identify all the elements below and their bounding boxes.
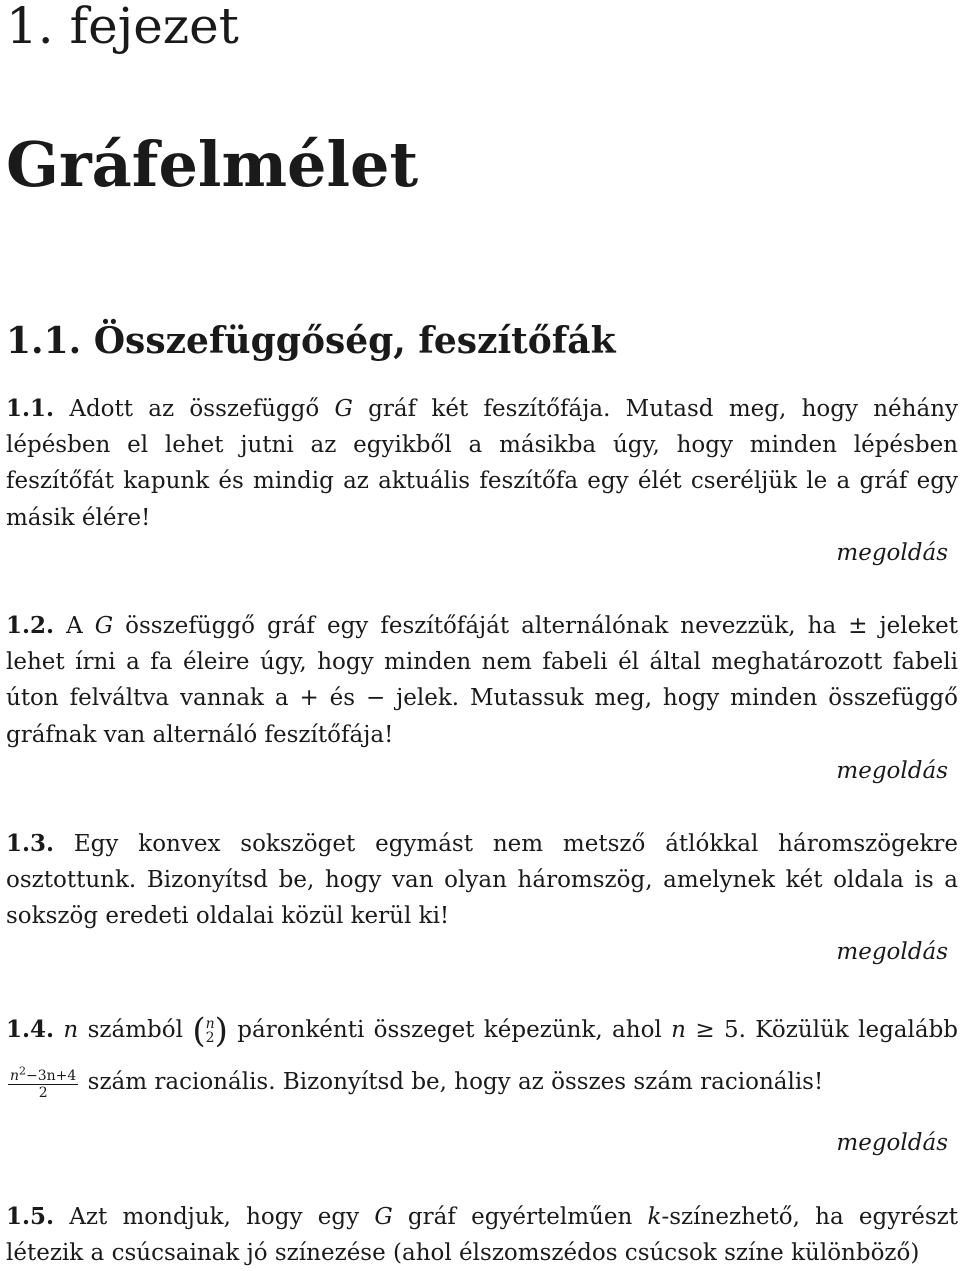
binomial-coefficient: ( n 2 ): [192, 1011, 228, 1052]
problem-text: Adott az összefüggő: [69, 396, 335, 422]
part-title: Gráfelmélet: [6, 128, 419, 201]
fraction: $\frac{n^2-3n+4}{2}$: [10, 1064, 77, 1101]
problem-text: összefüggő gráf egy feszítőfáját alternálónak nevezzük, ha ± jeleket lehet írni a fa éleire úgy, hogy minden nem fabeli él által meghatározott fabeli úton felváltva vannak a + és − jelek. Mutassuk meg, hogy minden összefüggő gráfnak van alternáló feszítőfája!: [6, 613, 959, 748]
problem-number: 1.4.: [6, 1016, 55, 1043]
problem-text: -színezhető, ha egyrészt létezik a csúcsainak jó színezése (ahol élszomszédos csúcsok színe különböző): [6, 1204, 959, 1267]
problem-text: páronkénti összeget képezünk, ahol: [227, 1017, 672, 1043]
math-var: n: [63, 1017, 79, 1043]
section-heading: 1.1. Összefüggőség, feszítőfák: [6, 320, 616, 362]
problem-text: Azt mondjuk, hogy egy: [69, 1204, 375, 1230]
problem-text: gráf két feszítőfája. Mutasd meg, hogy néhány lépésben el lehet jutni az egyikből a másikba úgy, hogy minden lépésben feszítőfát kapunk és mindig az aktuális feszítőfa egy élét cseréljük le a gráf egy másik élére!: [6, 396, 958, 531]
problem-number: 1.2.: [6, 612, 55, 639]
problem-1-2: [6, 608, 958, 753]
chapter-heading: 1. fejezet: [6, 0, 239, 55]
problem-1-4: [6, 1008, 958, 1104]
solution-link-1-2[interactable]: megoldás: [836, 758, 948, 784]
math-var: G: [374, 1204, 393, 1230]
problem-1-1: [6, 391, 958, 536]
problem-text: A: [66, 613, 95, 639]
problem-text: ≥ 5. Közülük legalább: [685, 1017, 959, 1043]
solution-link-1-4[interactable]: megoldás: [836, 1130, 948, 1156]
math-var: G: [334, 396, 353, 422]
problem-text: számból: [78, 1017, 193, 1043]
math-var: k: [647, 1204, 662, 1230]
problem-text: Egy konvex sokszöget egymást nem metsző átlókkal háromszögekre osztottunk. Bizonyítsd be, hogy van olyan háromszög, amelynek két oldala is a sokszög eredeti oldalai közül kerül ki!: [6, 831, 958, 930]
problem-number: 1.1.: [6, 395, 55, 422]
problem-text: gráf egyértelműen: [392, 1204, 648, 1230]
problem-number: 1.3.: [6, 830, 55, 857]
solution-link-1-1[interactable]: megoldás: [836, 540, 948, 566]
math-var: G: [94, 613, 114, 639]
problem-1-5: [6, 1199, 958, 1271]
math-var: n: [671, 1017, 686, 1043]
problem-text: szám racionális. Bizonyítsd be, hogy az összes szám racionális!: [80, 1069, 824, 1096]
solution-link-1-3[interactable]: megoldás: [836, 939, 948, 965]
problem-1-3: [6, 826, 958, 935]
problem-number: 1.5.: [6, 1203, 55, 1230]
